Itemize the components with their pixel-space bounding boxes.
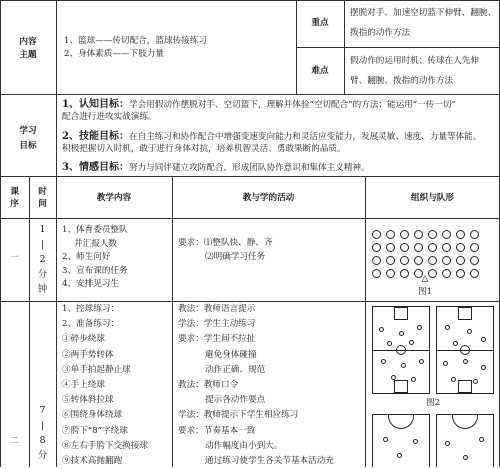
row-divider-colheader — [0, 218, 500, 219]
formation-dot — [442, 243, 451, 252]
row2-activity-9: 要求：节奏基本一致 — [178, 425, 256, 436]
row2-activity-8: 学法：教师提示下学生相应练习 — [178, 410, 299, 421]
difficulty-line-2: 臂、翻腕、拨指的动作方法 — [350, 76, 454, 86]
content-theme-label: 内容 主题 — [19, 37, 37, 60]
formation-dot — [428, 230, 437, 239]
player-marker — [445, 325, 450, 330]
formation-dot — [386, 230, 395, 239]
difficulty-label: 难点 — [311, 66, 329, 76]
row2-content-4: ②两手势转体 — [62, 349, 114, 360]
row2-time — [29, 403, 56, 463]
formation-dot — [386, 269, 395, 278]
court-arc-top — [388, 415, 414, 429]
player-marker — [479, 437, 484, 442]
row2-activity-11: 通过练习使学生各关节基本活动充 — [205, 456, 334, 467]
formation-dot — [442, 230, 451, 239]
figure-2-label: 图2 — [425, 398, 441, 408]
formation-dot — [456, 256, 465, 265]
col-divider-activities — [365, 176, 366, 467]
formation-dot — [414, 256, 423, 265]
header-keylabel-divider — [344, 0, 345, 94]
formation-dot — [400, 243, 409, 252]
player-marker — [445, 441, 450, 446]
player-marker — [481, 365, 486, 370]
formation-dot — [400, 230, 409, 239]
objective-1-title: 1、认知目标： — [62, 99, 129, 110]
row2-activity-6: 教法：教师口令 — [178, 380, 239, 391]
court-center-circle — [396, 345, 406, 355]
row1-content-1: 1、体育委员整队 — [62, 225, 128, 235]
row1-activity-2: ⑵明确学习任务 — [205, 252, 266, 262]
court-center-circle — [460, 345, 470, 355]
row2-activity-2: 学法：学生主动练习 — [178, 319, 256, 330]
formation-dot — [456, 269, 465, 278]
row2-content-2: 2、准备练习： — [62, 319, 120, 330]
player-marker — [413, 439, 418, 444]
row2-content-11: ⑨技术高抛翻跑 — [62, 456, 123, 467]
objective-2 — [62, 131, 481, 143]
player-marker — [473, 379, 478, 384]
formation-dot — [442, 256, 451, 265]
row2-activity-4: 避免身体碰撞 — [205, 349, 257, 360]
player-marker — [411, 377, 416, 382]
player-marker — [387, 341, 392, 346]
row2-activities — [178, 302, 334, 469]
court-key-bottom — [458, 380, 472, 393]
formation-dot — [372, 230, 381, 239]
row2-content-1: 1、控球练习： — [62, 304, 120, 314]
formation-dot — [414, 230, 423, 239]
formation-dot — [386, 256, 395, 265]
row2-content-7: ⑤转体斜拉球 — [62, 395, 114, 406]
content-line-2: 2、身体素质——下肢力量 — [64, 49, 164, 59]
player-marker — [383, 437, 388, 442]
header-label-divider — [56, 0, 57, 176]
row1-time — [29, 222, 56, 297]
row1-content — [62, 224, 128, 292]
formation-dot — [372, 256, 381, 265]
formation-dot — [372, 243, 381, 252]
row1-sequence: 一 — [10, 253, 19, 263]
formation-dot — [470, 256, 479, 265]
key-difficulty-divider — [296, 47, 500, 48]
player-marker — [381, 359, 386, 364]
row-divider-header — [0, 94, 500, 95]
formation-dot — [470, 243, 479, 252]
formation-dot — [470, 230, 479, 239]
player-marker — [379, 327, 384, 332]
player-marker — [467, 329, 472, 334]
player-marker — [409, 340, 414, 345]
difficulty-line-1: 假动作的运用时机；传球在人先伸 — [350, 56, 479, 66]
formation-dot — [456, 243, 465, 252]
row1-content-5: 4、安排见习生 — [62, 279, 120, 289]
objective-1 — [62, 99, 456, 111]
court-diagram-right-lower — [436, 414, 494, 467]
col-divider-time — [56, 176, 57, 467]
key-point-line-1: 摆脱对手、加速空切篮下伸臂、翻腕、 — [350, 8, 497, 18]
row2-content-5: ③单手拍起静止球 — [62, 364, 131, 375]
player-marker — [391, 375, 396, 380]
row2-activity-10: 动作幅度由小到大。 — [205, 440, 283, 451]
formation-dot — [414, 243, 423, 252]
player-marker — [481, 337, 486, 342]
court-key-bottom — [394, 380, 408, 393]
teacher-triangle-icon: △ — [421, 274, 429, 284]
table-border-top — [0, 0, 500, 1]
formation-dots — [372, 230, 492, 278]
row2-activity-7: 提示各动作要点 — [205, 395, 266, 406]
col-header-content: 教学内容 — [96, 193, 132, 203]
court-arc-top — [452, 415, 478, 429]
row2-time-1: 7 — [39, 405, 46, 416]
header-content-divider — [296, 0, 297, 94]
row2-content-9: ⑦胯下“8”字绕球 — [62, 425, 128, 436]
objective-3-title: 3、情感目标： — [62, 162, 129, 173]
row1-time-2: | — [40, 239, 45, 250]
formation-dot — [400, 269, 409, 278]
figure-1-label: 图1 — [417, 287, 433, 297]
row2-activity-1: 教法：教师语言提示 — [178, 304, 256, 314]
court-key-top — [394, 307, 408, 320]
row1-content-3: 2、师生问好 — [62, 252, 111, 262]
row1-activity-1: 要求：⑴整队快、静、齐 — [178, 238, 273, 248]
player-marker — [463, 455, 468, 460]
row1-content-2: 并汇报人数 — [74, 238, 117, 249]
court-diagram-left-lower — [372, 414, 430, 467]
row2-content-10: ⑧左右手胯下交换接球 — [62, 440, 148, 451]
formation-dot — [386, 243, 395, 252]
player-marker — [443, 361, 448, 366]
col-header-organization: 组织与队形 — [411, 193, 454, 203]
row1-time-1: 1 — [39, 224, 46, 235]
court-diagram-left — [372, 306, 430, 394]
table-border-left — [0, 0, 1, 467]
row1-time-5: 钟 — [37, 284, 48, 295]
content-line-1: 1、篮球——传切配合，篮球传接练习 — [64, 36, 207, 46]
row1-time-4: 分 — [37, 269, 48, 280]
formation-dot — [442, 269, 451, 278]
formation-dot — [428, 256, 437, 265]
row2-activity-5: 动作正确、规范 — [205, 364, 266, 375]
row2-time-3: 8 — [39, 435, 46, 446]
row2-content-3: ①碎步绕球 — [62, 334, 105, 345]
key-point-line-2: 拨指的动作方法 — [350, 28, 411, 38]
row2-content-8: ⑥围绕身体绕球 — [62, 410, 123, 421]
objective-1-cont: 配合进行进攻实战演练。 — [62, 112, 157, 122]
col-divider-content — [172, 176, 173, 467]
row2-time-2: | — [40, 420, 45, 431]
objective-2-cont: 积极把握切入时机，敢于进行身体对抗，培养机智灵活、勇敢果断的品质。 — [62, 144, 346, 154]
row2-content-6: ④手上绕球 — [62, 380, 105, 391]
col-header-activities: 教与学的活动 — [242, 193, 295, 203]
formation-dot — [470, 269, 479, 278]
objective-1-text: 学会用假动作摆脱对手、空切篮下，理解并体验“空切配合”的方法；能运用“一传一切” — [128, 100, 456, 110]
row2-time-4: 分 — [37, 450, 48, 461]
court-key-top — [458, 307, 472, 320]
formation-dot — [428, 243, 437, 252]
row-divider-objectives — [0, 176, 500, 177]
court-diagram-right — [436, 306, 494, 394]
player-marker — [397, 453, 402, 458]
player-marker — [451, 377, 456, 382]
player-marker — [399, 331, 404, 336]
player-marker — [463, 359, 468, 364]
player-marker — [419, 359, 424, 364]
col-header-sequence: 课 序 — [10, 187, 19, 209]
key-point-label: 重点 — [311, 18, 329, 28]
formation-dot — [400, 256, 409, 265]
row2-sequence: 二 — [10, 436, 19, 446]
objective-2-text: 在自主练习和协作配合中增强变速变向能力和灵活应变能力，发展灵敏、速度、力量等体能。 — [128, 132, 482, 142]
objectives-label: 学习 目标 — [19, 126, 37, 151]
row2-content — [62, 302, 148, 469]
formation-dot — [456, 230, 465, 239]
formation-dot — [372, 269, 381, 278]
objective-3-text: 努力与同伴建立攻防配合，形成团队协作意识和集体主义精神。 — [128, 163, 370, 173]
player-marker — [417, 325, 422, 330]
row1-content-4: 3、宣布课的任务 — [62, 265, 128, 276]
row1-time-3: 2 — [39, 254, 46, 265]
objective-2-title: 2、技能目标： — [62, 131, 129, 142]
col-header-time: 时 间 — [38, 187, 47, 209]
player-marker — [401, 363, 406, 368]
player-marker — [453, 341, 458, 346]
objective-3 — [62, 162, 370, 174]
row2-activity-3: 要求：学生间不拉扯 — [178, 334, 256, 345]
